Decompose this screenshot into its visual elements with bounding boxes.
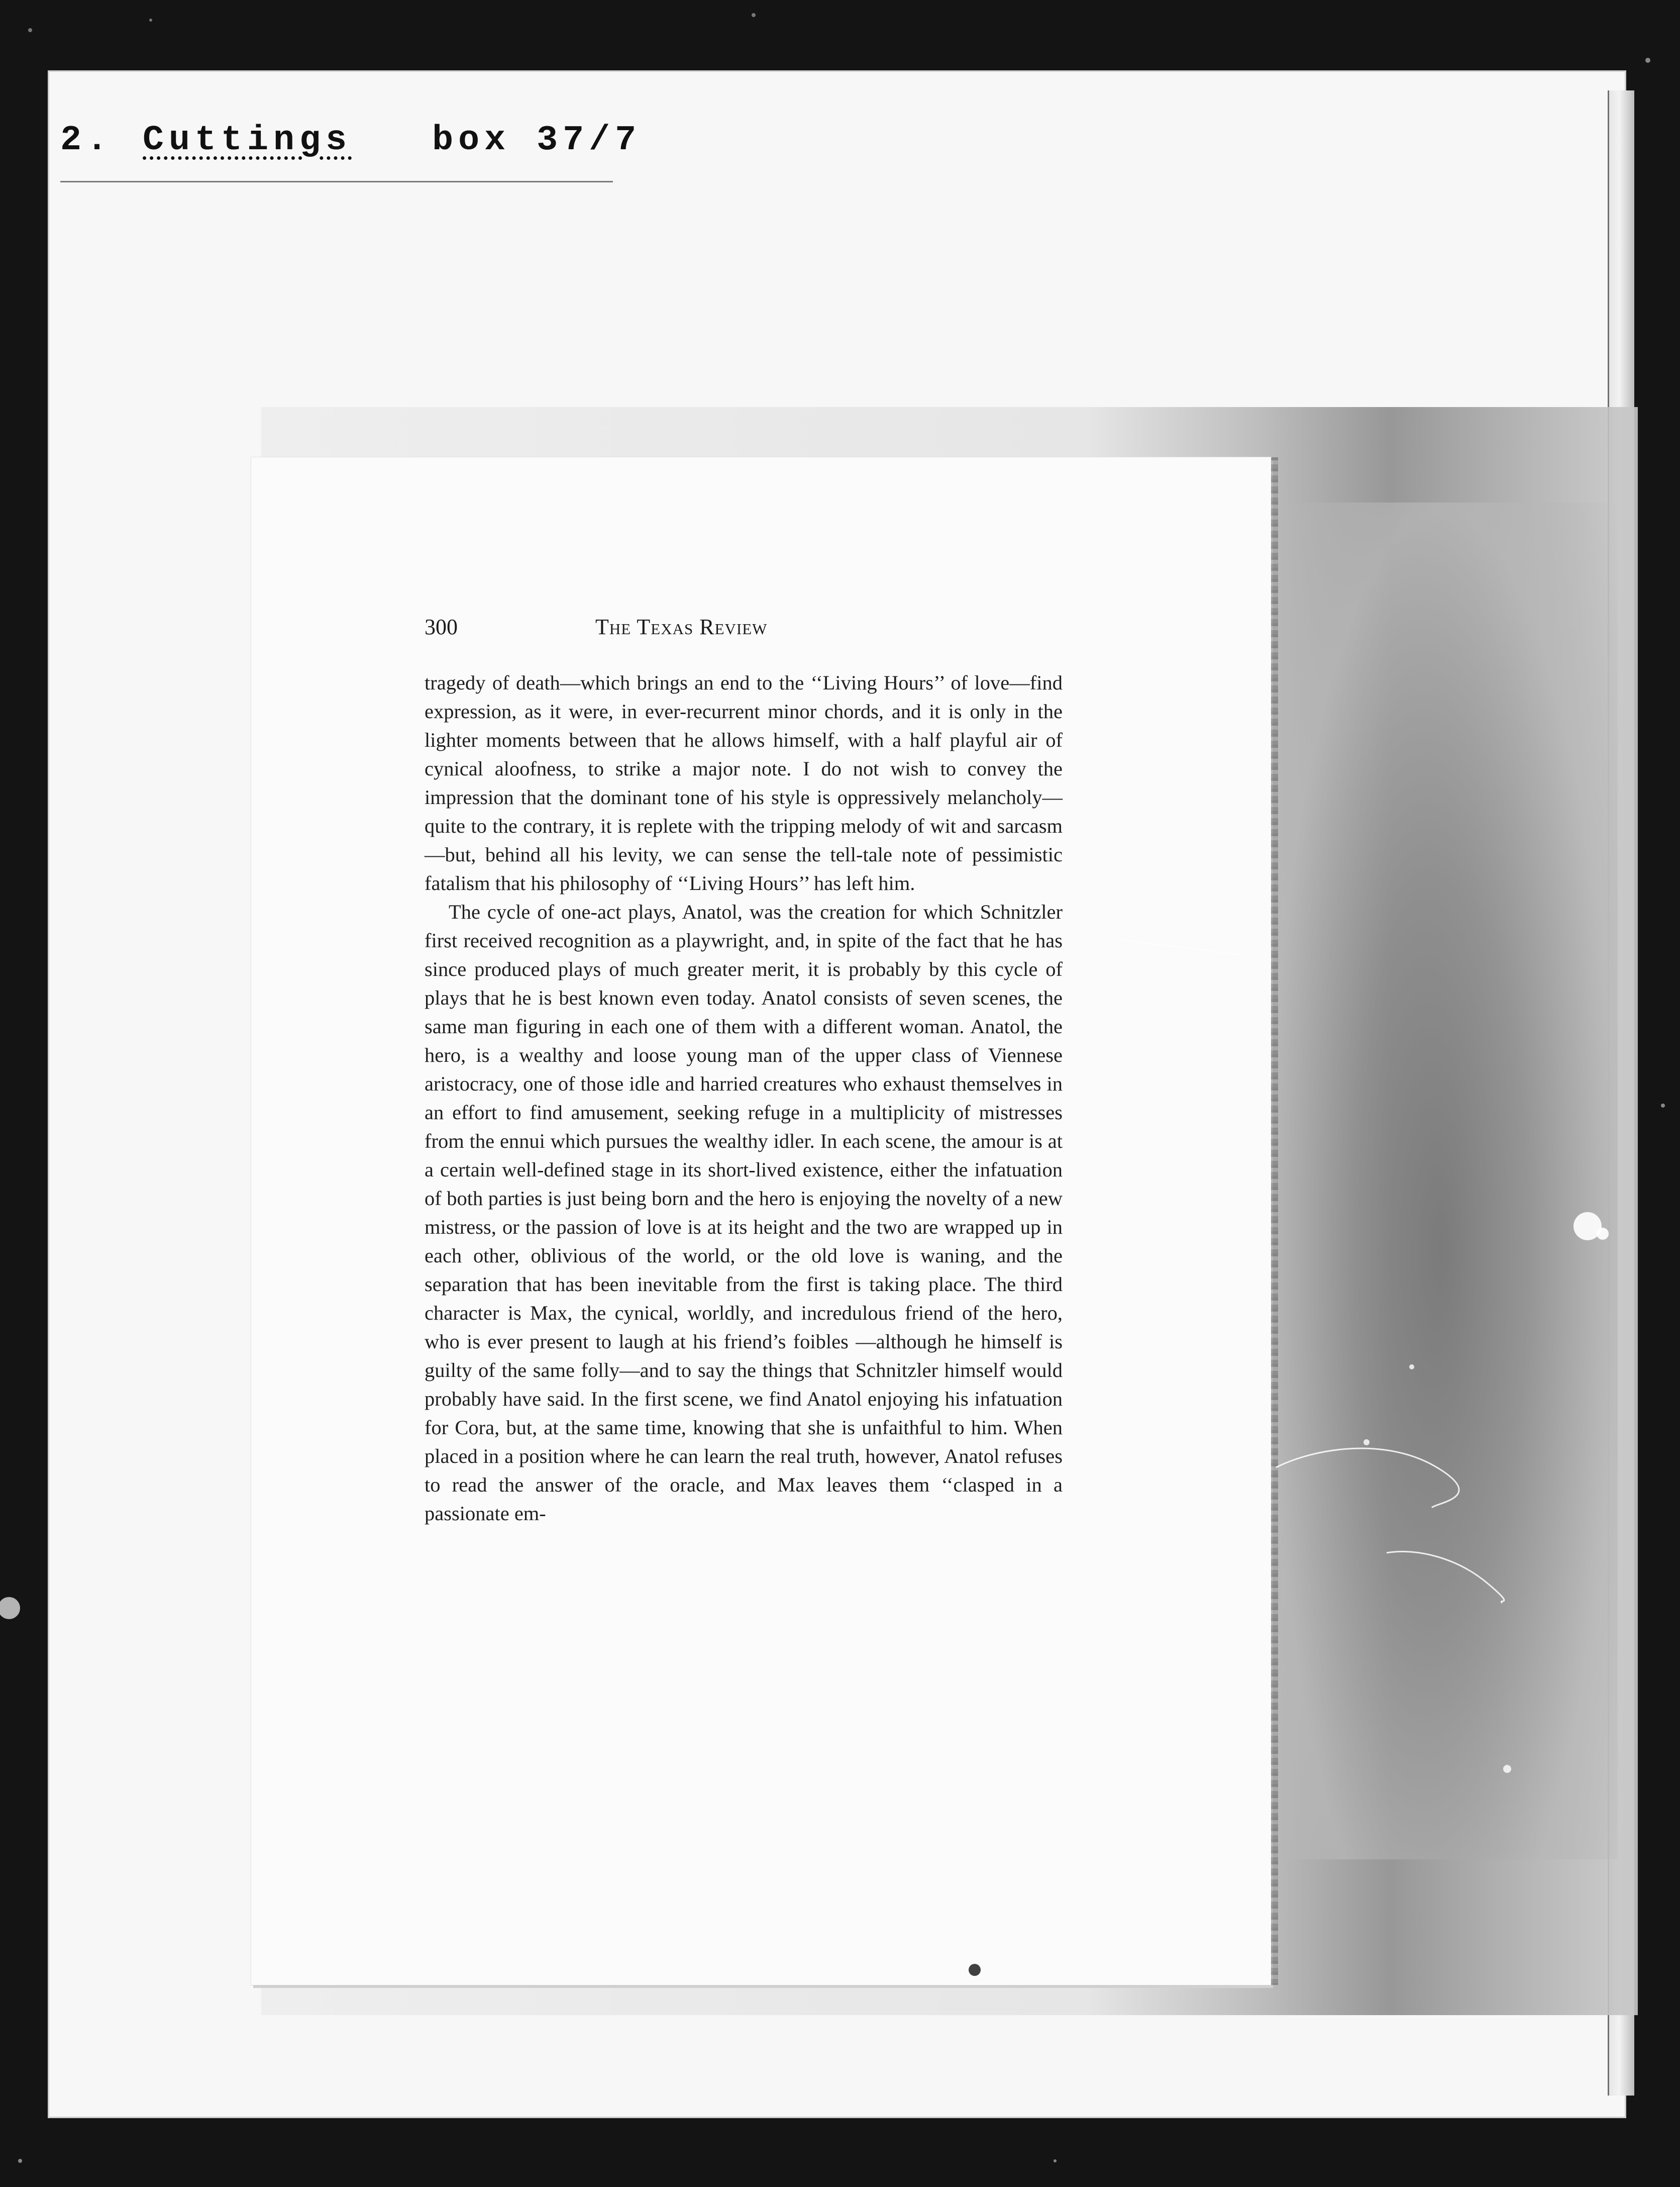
newspaper-clipping — [251, 457, 1271, 1985]
archive-label — [60, 121, 641, 160]
label-divider — [60, 181, 613, 182]
label-number: 2. — [60, 121, 113, 160]
paragraph-2: The cycle of one-act plays, Anatol, was the creation for which Schnitzler first received recognition as a playwright, and, in spite of the fact that he has since produced plays of much greater merit, it is probably by this cycle of plays that he is best known even today. Anatol consists of seven scenes, the same man figuring in each one of them with a different woman. Anatol, the hero, is a wealthy and loose young man of the upper class of Viennese aristocracy, one of those idle and harried creatures who exhaust themselves in an effort to find amusement, seeking refuge in a multiplicity of mistresses from the ennui which pursues the wealthy idler. In each scene, the amour is at a certain well-defined stage in its short-lived existence, either the infatuation of both parties is just being born and the hero is enjoying the novelty of a new mistress, or the passion of love is at its height and the two are wrapped up in each other, oblivious of the world, or the old love is waning, and the separation that has been inevitable from the first is taking place. The third character is Max, the cynical, worldly, and incredulous friend of the hero, who is ever present to laugh at his friend’s foibles —although he himself is guilty of the same folly—and to say the things that Schnitzler himself would probably have said. In the first scene, we find Anatol enjoying his infatuation for Cora, but, at the same time, knowing that she is unfaithful to him. When placed in a position where he can learn the real truth, however, Anatol refuses to read the answer of the oracle, and Max leaves them ‘‘clasped in a passionate em- — [425, 901, 1063, 1525]
page-number: 300 — [425, 615, 458, 639]
paragraph-1: tragedy of death—which brings an end to the ‘‘Living Hours’’ of love—find expression, as it were, in ever-recurrent minor chords, and it is only in the lighter moments between that he allows himself, with a half playful air of cynical aloofness, to strike a major note. I do not wish to convey the impression that the dominant tone of his style is oppressively melancholy—quite to the contrary, it is replete with the tripping melody of wit and sarcasm—but, behind all his levity, we can sense the tell-tale note of pessimistic fatalism that his philosophy of ‘‘Living Hours’’ has left him. — [425, 671, 1063, 894]
running-head — [425, 614, 1063, 640]
label-category: Cuttings — [143, 121, 352, 160]
journal-title: The Texas Review — [595, 615, 768, 639]
mount-shadow — [1266, 503, 1618, 1859]
article-body — [425, 668, 1063, 1528]
label-box: box 37/7 — [432, 121, 642, 160]
